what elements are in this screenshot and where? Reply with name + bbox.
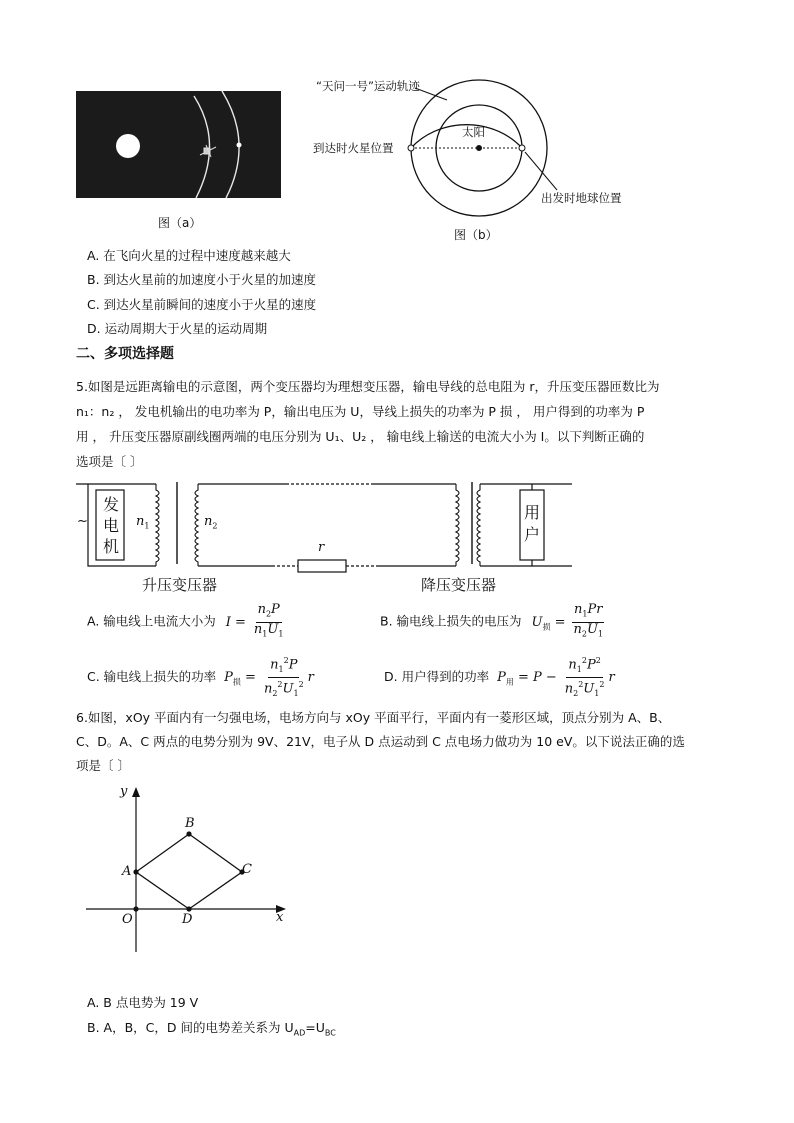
q5-line-3: 用 ， 升压变压器原副线圈两端的电压分别为 U₁、U₂ ， 输电线上输送的电流大小为 I。以下判断正确的 [76, 429, 645, 444]
q5-option-b: B. 输电线上损失的电压为 $U_损$ = $\frac{n_1Pr}{n_2U_1}$ [380, 602, 604, 639]
user-char-2: 户 [523, 525, 540, 544]
secondary-coil [195, 484, 198, 566]
figure-a-image [76, 91, 281, 198]
n2-label: $n_2$ [204, 514, 218, 531]
stepdown-primary-coil [456, 484, 459, 566]
figure-b-caption: 图（b） [454, 228, 498, 242]
q5-option-c: C. 输电线上损失的功率 $P_损$ = $\frac{n_1^2P}{n_2^2U_1^2}$ r [87, 656, 314, 698]
q4-option-a: A. 在飞向火星的过程中速度越来越大 [87, 248, 291, 263]
generator-char-3: 机 [102, 537, 119, 556]
generator-label [101, 494, 121, 557]
line-resistor [298, 560, 346, 572]
q6-line-1: 6.如图，xOy 平面内有一匀强电场，电场方向与 xOy 平面平行，平面内有一菱形区域，顶点分别为 A、B、 [76, 710, 671, 725]
figure-a-caption: 图（a） [158, 216, 202, 230]
q6-option-a: A. B 点电势为 19 V [87, 995, 199, 1010]
user-char-1: 用 [523, 503, 540, 522]
generator-char-1: 发 [102, 495, 119, 514]
q6-option-b: B. A，B，C，D 间的电势差关系为 $U_{AD}=U_{BC}$ [87, 1020, 336, 1038]
resistor-label: r [318, 540, 325, 555]
transmission-circuit [76, 476, 576, 594]
figure-b [305, 72, 645, 247]
x-axis-label: x [276, 910, 284, 925]
point-d [186, 906, 191, 911]
q6-line-2: C、D。A、C 两点的电势分别为 9V、21V，电子从 D 点运动到 C 点电场力做功为 10 eV。以下说法正确的选 [76, 734, 685, 749]
rhombus-graph [80, 782, 295, 957]
point-b [186, 831, 191, 836]
origin-point [133, 906, 138, 911]
section-heading: 二、多项选择题 [76, 346, 174, 362]
sun-point [476, 145, 482, 151]
figure-a [76, 91, 281, 198]
q6-line-3: 项是〔 〕 [76, 758, 130, 773]
generator-char-2: 电 [102, 516, 119, 535]
q4-option-b: B. 到达火星前的加速度小于火星的加速度 [87, 272, 317, 287]
fig-b-earth-label: 出发时地球位置 [541, 191, 622, 205]
y-axis-label: y [120, 784, 128, 799]
earth-pointer [525, 152, 557, 190]
mars-dot [237, 143, 242, 148]
q5-option-a: A. 输电线上电流大小为 I = $\frac{n_2P}{n_1U_1}$ [87, 602, 284, 639]
ac-symbol: ~ [77, 514, 88, 529]
origin-label: O [122, 912, 133, 927]
mars-position [408, 145, 414, 151]
point-a [133, 869, 138, 874]
step-down-label: 降压变压器 [421, 576, 497, 594]
fig-b-orbit-label: “天问一号”运动轨迹 [316, 79, 420, 93]
n1-label: $n_1$ [136, 514, 150, 531]
q5-line-1: 5.如图是远距离输电的示意图，两个变压器均为理想变压器，输电导线的总电阻为 r，升压变压器匝数比为 [76, 379, 660, 394]
q5-option-d: D. 用户得到的功率 $P_用 = P$ − $\frac{n_1^2P^2}{n_2^2U_1^2}$ r [384, 656, 615, 698]
label-a: A [122, 864, 132, 879]
sun-disk [116, 134, 140, 158]
q5-line-2: n₁：n₂ ， 发电机输出的电功率为 P，输出电压为 U，导线上损失的功率为 P 损 ， 用户得到的功率为 P [76, 404, 645, 419]
label-b: B [185, 816, 195, 831]
rhombus [136, 834, 242, 909]
step-up-label: 升压变压器 [142, 576, 218, 594]
y-axis-arrow [132, 787, 140, 797]
primary-coil [156, 484, 159, 566]
earth-position [519, 145, 525, 151]
q4-option-d: D. 运动周期大于火星的运动周期 [87, 321, 268, 336]
label-c: C [242, 862, 252, 877]
label-d: D [182, 912, 193, 927]
fig-b-mars-label: 到达时火星位置 [313, 141, 394, 155]
q5-line-4: 选项是〔 〕 [76, 454, 143, 469]
fig-b-sun-label: 太阳 [462, 125, 485, 139]
stepdown-secondary-coil [477, 484, 480, 566]
user-label [522, 502, 542, 546]
q4-option-c: C. 到达火星前瞬间的速度小于火星的速度 [87, 297, 317, 312]
